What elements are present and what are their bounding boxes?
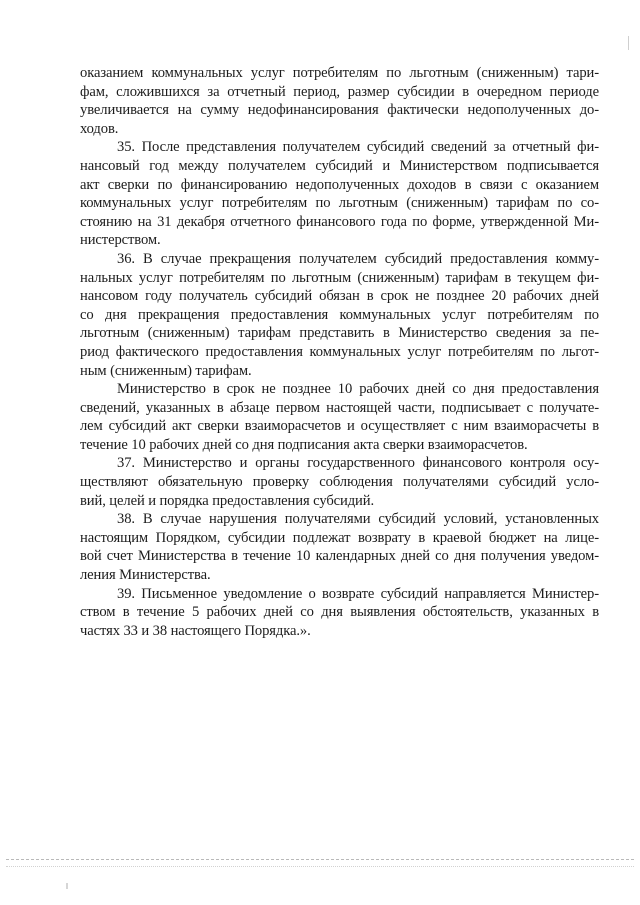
text-line: акт сверки по финансированию недополученных доходов в связи с оказанием <box>80 176 599 193</box>
text-line: ством в течение 5 рабочих дней со дня выявления обстоятельств, указанных в <box>80 604 599 621</box>
text-line: сведений, указанных в абзаце первом настоящей части, подписывает с получате- <box>80 399 599 416</box>
text-line: оказанием коммунальных услуг потребителям по льготным (сниженным) тари- <box>80 65 599 81</box>
text-line: фам, сложившихся за отчетный период, размер субсидии в очередном периоде <box>80 83 599 100</box>
text-line: 36. В случае прекращения получателем субсидий предоставления комму- <box>117 250 599 267</box>
text-line: увеличивается на сумму недофинансирования фактически недополученных до- <box>80 102 599 119</box>
scan-artifact-mark <box>66 883 68 889</box>
text-line: Министерство в срок не позднее 10 рабочих дней со дня предоставления <box>117 381 599 398</box>
text-line: ходов. <box>80 120 119 137</box>
text-line: лем субсидий акт сверки взаиморасчетов и осуществляет с ним взаиморасчеты в <box>80 418 599 435</box>
text-line: риод фактического предоставления коммунальных услуг потребителям по льгот- <box>80 343 599 360</box>
text-line: нансовом году получатель субсидий обязан в срок не позднее 20 рабочих дней <box>80 288 599 305</box>
text-line: 35. После представления получателем субсидий сведений за отчетный фи- <box>117 139 599 156</box>
scan-corner-mark <box>628 36 633 50</box>
text-line: вий, целей и порядка предоставления субсидий. <box>80 492 375 509</box>
text-line: 37. Министерство и органы государственного финансового контроля осу- <box>117 455 599 472</box>
scan-edge-line <box>6 859 634 860</box>
text-line: ществляют обязательную проверку соблюдения получателями субсидий усло- <box>80 474 599 491</box>
text-line: нансовый год между получателем субсидий и Министерством подписывается <box>80 157 599 174</box>
document-body-text <box>80 64 599 640</box>
text-line: 39. Письменное уведомление о возврате субсидий направляется Министер- <box>117 585 599 602</box>
text-line: нальных услуг потребителям по льготным (сниженным) тарифам в текущем фи- <box>80 269 599 286</box>
text-line: вой счет Министерства в течение 10 календарных дней со дня получения уведом- <box>80 548 599 565</box>
text-line: стоянию на 31 декабря отчетного финансового года по форме, утвержденной Ми- <box>80 213 599 230</box>
scan-edge-line-secondary <box>6 866 634 867</box>
text-line: нистерством. <box>80 232 161 249</box>
text-line: ным (сниженным) тарифам. <box>80 362 252 379</box>
text-line: 38. В случае нарушения получателями субсидий условий, установленных <box>117 511 599 528</box>
text-line: течение 10 рабочих дней со дня подписания акта сверки взаиморасчетов. <box>80 436 528 453</box>
text-line: коммунальных услуг потребителям по льготным (сниженным) тарифам по со- <box>80 195 599 212</box>
text-line: со дня прекращения предоставления коммунальных услуг потребителям по <box>80 306 599 323</box>
text-line: настоящим Порядком, субсидии подлежат возврату в краевой бюджет на лице- <box>80 529 599 546</box>
text-line: льготным (сниженным) тарифам представить в Министерство сведения за пе- <box>80 325 599 342</box>
text-line: ления Министерства. <box>80 567 211 584</box>
text-line: частях 33 и 38 настоящего Порядка.». <box>80 622 311 639</box>
